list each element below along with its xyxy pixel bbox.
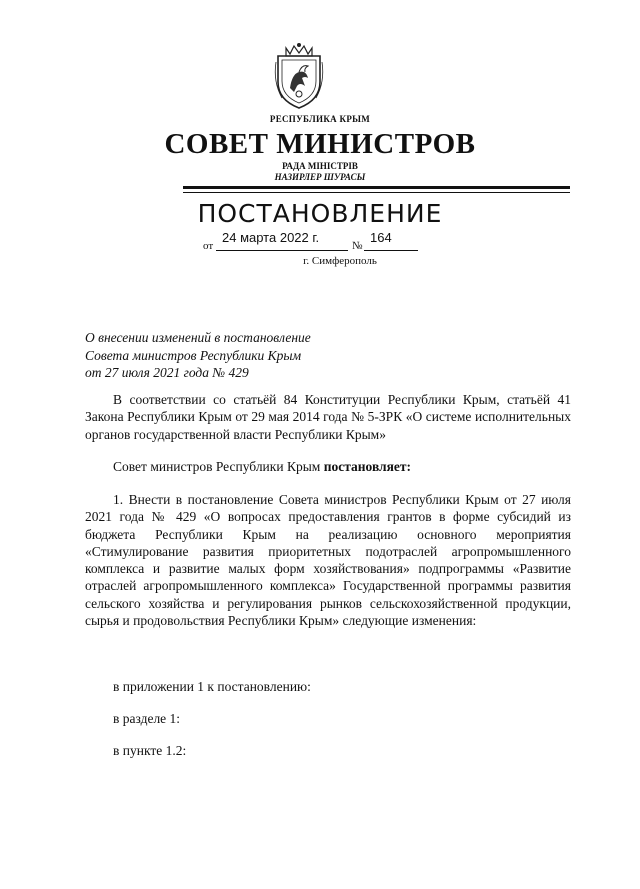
crimea-coat-of-arms-icon (272, 42, 326, 112)
point-line: в пункте 1.2: (113, 743, 187, 758)
subject-line: от 27 июля 2021 года № 429 (85, 365, 249, 380)
subtitle-ukrainian: РАДА МІНІСТРІВ (282, 161, 358, 171)
section-line: в разделе 1: (113, 711, 181, 726)
resolves-keyword: постановляет: (323, 459, 412, 474)
item-1-text: 1. Внести в постановление Совета министров Республики Крым от 27 июля 2021 года № 429 «О вопросах предоставления грантов в форме субсидий из бюджета Республики Крым на реализацию основного мероприятия «Стимулирование развития приоритетных подотраслей агропромышленного комплекса и развитие малых форм хозяйствования» подпрограммы «Развитие отраслей агропромышленного комплекса» Государственной программы развития сельского хозяйства и регулирования рынков сельскохозяйственной продукции, сырья и продовольствия Республики Крым» следующие изменения: (85, 492, 571, 629)
date-underline (216, 250, 348, 251)
resolves-text: Совет министров Республики Крым (113, 459, 324, 474)
subtitle-crimean-tatar: НАЗИРЛЕР ШУРАСЫ (274, 172, 366, 182)
header-divider-thick (183, 186, 570, 189)
item-1-paragraph (85, 491, 571, 629)
council-heading: СОВЕТ МИНИСТРОВ (164, 128, 476, 160)
number-underline (364, 250, 418, 251)
republic-heading: РЕСПУБЛИКА КРЫМ (269, 114, 371, 124)
date-prefix: от (203, 240, 214, 252)
decree-subject (85, 329, 311, 382)
decree-date: 24 марта 2022 г. (222, 230, 320, 245)
decree-title: ПОСТАНОВЛЕНИЕ (197, 199, 443, 228)
number-prefix: № (352, 240, 363, 252)
decree-number: 164 (370, 230, 392, 245)
resolves-paragraph (85, 458, 571, 475)
annex-line: в приложении 1 к постановлению: (113, 679, 311, 694)
subject-line: О внесении изменений в постановление (85, 330, 311, 345)
preamble-paragraph (85, 391, 571, 443)
decree-city: г. Симферополь (303, 255, 377, 267)
header-divider-thin (183, 192, 570, 193)
preamble-text: В соответствии со статьёй 84 Конституции Республики Крым, статьёй 41 Закона Республики Крым от 29 мая 2014 года № 5-ЗРК «О системе исполнительных органов государственной власти Республики Крым» (85, 392, 571, 442)
subject-line: Совета министров Республики Крым (85, 347, 302, 363)
